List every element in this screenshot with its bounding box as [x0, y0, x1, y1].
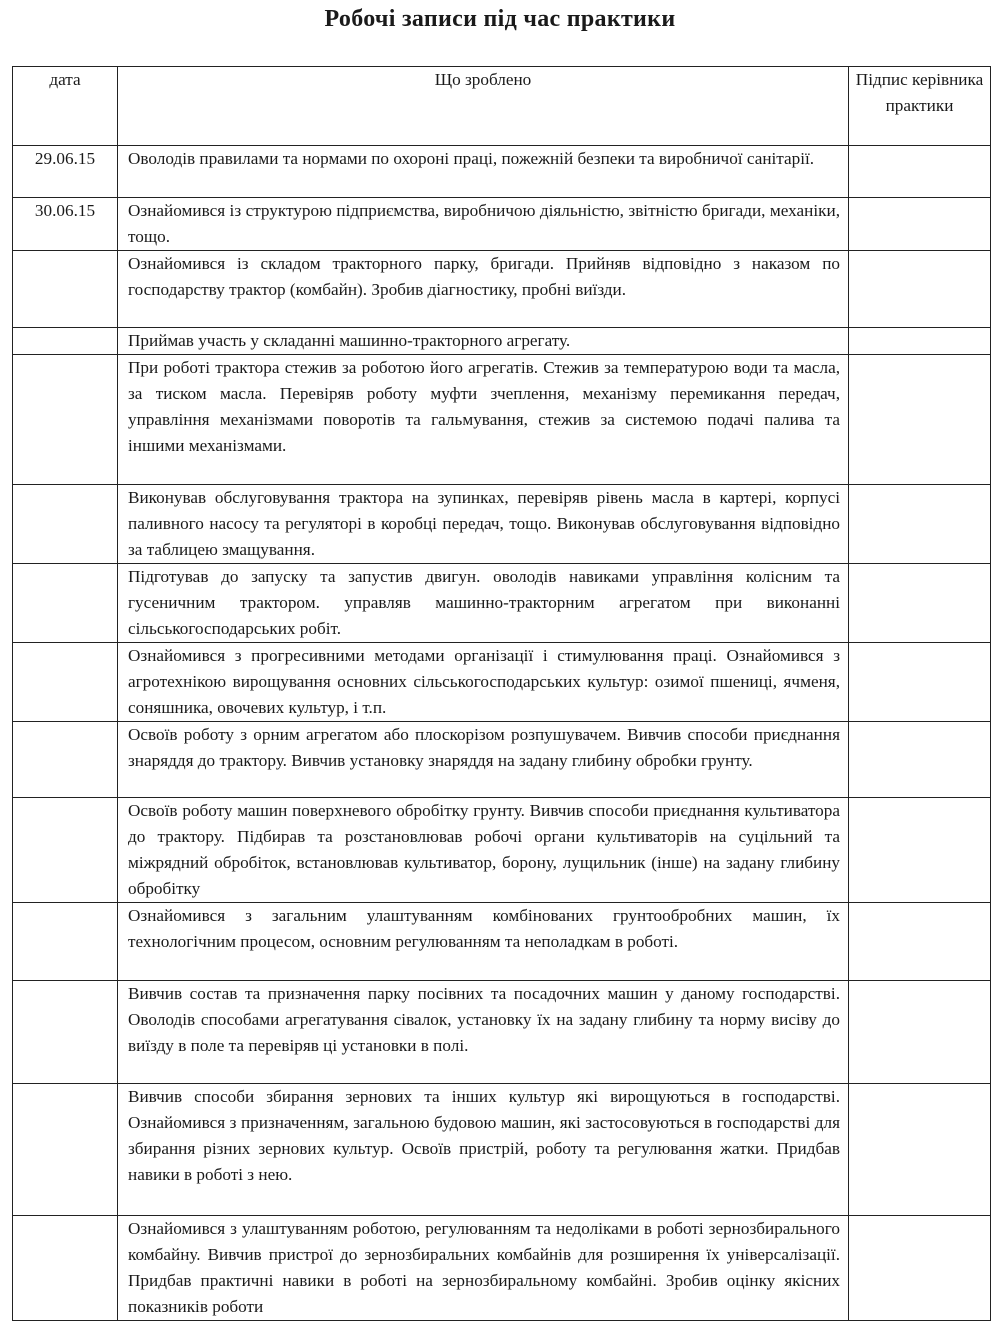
- row-text: Ознайомився із складом тракторного парку, бригади. Прийняв відповідно з наказом по господарству трактор (комбайн). Зробив діагностику, пробні виїзди.: [118, 251, 849, 328]
- row-signature: [849, 722, 991, 798]
- row-text: Освоїв роботу машин поверхневого обробітку грунту. Вивчив способи приєднання культиватора до трактору. Підбирав та розстановлював робочі органи культиваторів на суцільний та міжрядний обробіток, встановлював культиватор, борону, лущильник (інше) на задану глибину обробітку: [118, 798, 849, 903]
- row-signature: [849, 355, 991, 485]
- row-date: [13, 328, 118, 355]
- row-signature: [849, 564, 991, 643]
- row-text: При роботі трактора стежив за роботою його агрегатів. Стежив за температурою води та масла, за тиском масла. Перевіряв роботу муфти зчеплення, механізму перемикання передач, управління механізмами поворотів та гальмування, стежив за системою подачі палива та іншими механізмами.: [118, 355, 849, 485]
- header-date: дата: [13, 67, 118, 146]
- row-date: [13, 722, 118, 798]
- table-row: [13, 485, 991, 564]
- table-row: [13, 198, 991, 251]
- row-signature: [849, 643, 991, 722]
- row-text: Ознайомився з прогресивними методами організації і стимулювання праці. Ознайомився з агротехнікою вирощування основних сільськогосподарських культур: озимої пшениці, ячменя, соняшника, овочевих культур, і т.п.: [118, 643, 849, 722]
- row-date: [13, 643, 118, 722]
- row-date: [13, 981, 118, 1084]
- row-date: 30.06.15: [13, 198, 118, 251]
- row-signature: [849, 1216, 991, 1321]
- row-signature: [849, 903, 991, 981]
- row-date: 29.06.15: [13, 146, 118, 198]
- row-signature: [849, 1084, 991, 1216]
- row-text: Ознайомився із структурою підприємства, виробничою діяльністю, звітністю бригади, механіки, тощо.: [118, 198, 849, 251]
- row-date: [13, 564, 118, 643]
- row-signature: [849, 251, 991, 328]
- row-date: [13, 1084, 118, 1216]
- table-row: [13, 722, 991, 798]
- table-row: [13, 1216, 991, 1321]
- row-text: Приймав участь у складанні машинно-тракторного агрегату.: [118, 328, 849, 355]
- table-header-row: [13, 67, 991, 146]
- row-signature: [849, 198, 991, 251]
- table-row: [13, 981, 991, 1084]
- table-row: [13, 564, 991, 643]
- row-text: Підготував до запуску та запустив двигун. оволодів навиками управління колісним та гусеничним трактором. управляв машинно-тракторним агрегатом при виконанні сільськогосподарських робіт.: [118, 564, 849, 643]
- table-row: [13, 146, 991, 198]
- row-date: [13, 1216, 118, 1321]
- row-text: Виконував обслуговування трактора на зупинках, перевіряв рівень масла в картері, корпусі паливного насосу та регуляторі в коробці передач, тощо. Виконував обслуговування відповідно за таблицею змащування.: [118, 485, 849, 564]
- row-date: [13, 903, 118, 981]
- row-date: [13, 798, 118, 903]
- row-text: Ознайомився з улаштуванням роботою, регулюванням та недоліками в роботі зернозбирального комбайну. Вивчив пристрої до зернозбиральних комбайнів для розширення їх універсалізації. Придбав практичні навики в роботі на зернозбиральному комбайні. Зробив оцінку якісних показників роботи: [118, 1216, 849, 1321]
- table-row: [13, 355, 991, 485]
- row-text: Освоїв роботу з орним агрегатом або плоскорізом розпушувачем. Вивчив способи приєднання знаряддя до трактору. Вивчив установку знаряддя на задану глибину обробки грунту.: [118, 722, 849, 798]
- header-done: Що зроблено: [118, 67, 849, 146]
- row-signature: [849, 981, 991, 1084]
- row-date: [13, 485, 118, 564]
- row-text: Вивчив состав та призначення парку посівних та посадочних машин у даному господарстві. Оволодів способами агрегатування сівалок, установку їх на задану глибину та норму висіву до виїзду в поле та перевіряв ці установки в полі.: [118, 981, 849, 1084]
- row-signature: [849, 485, 991, 564]
- table-row: [13, 1084, 991, 1216]
- practice-records-table: [12, 66, 991, 1321]
- row-text: Оволодів правилами та нормами по охороні праці, пожежній безпеки та виробничої санітарії.: [118, 146, 849, 198]
- row-date: [13, 251, 118, 328]
- row-signature: [849, 146, 991, 198]
- table-row: [13, 798, 991, 903]
- header-signature: Підпис керівника практики: [849, 67, 991, 146]
- row-signature: [849, 328, 991, 355]
- table-row: [13, 643, 991, 722]
- row-text: Вивчив способи збирання зернових та інших культур які вирощуються в господарстві. Ознайомився з призначенням, загальною будовою машин, які застосовуються в господарстві для збирання різних зернових культур. Освоїв пристрій, роботу та регулювання жатки. Придбав навики в роботі з нею.: [118, 1084, 849, 1216]
- row-signature: [849, 798, 991, 903]
- row-date: [13, 355, 118, 485]
- table-row: [13, 903, 991, 981]
- table-row: [13, 328, 991, 355]
- table-row: [13, 251, 991, 328]
- row-text: Ознайомився з загальним улаштуванням комбінованих грунтообробних машин, їх технологічним процесом, основним регулюванням та неполадкам в роботі.: [118, 903, 849, 981]
- page-title: Робочі записи під час практики: [324, 6, 676, 32]
